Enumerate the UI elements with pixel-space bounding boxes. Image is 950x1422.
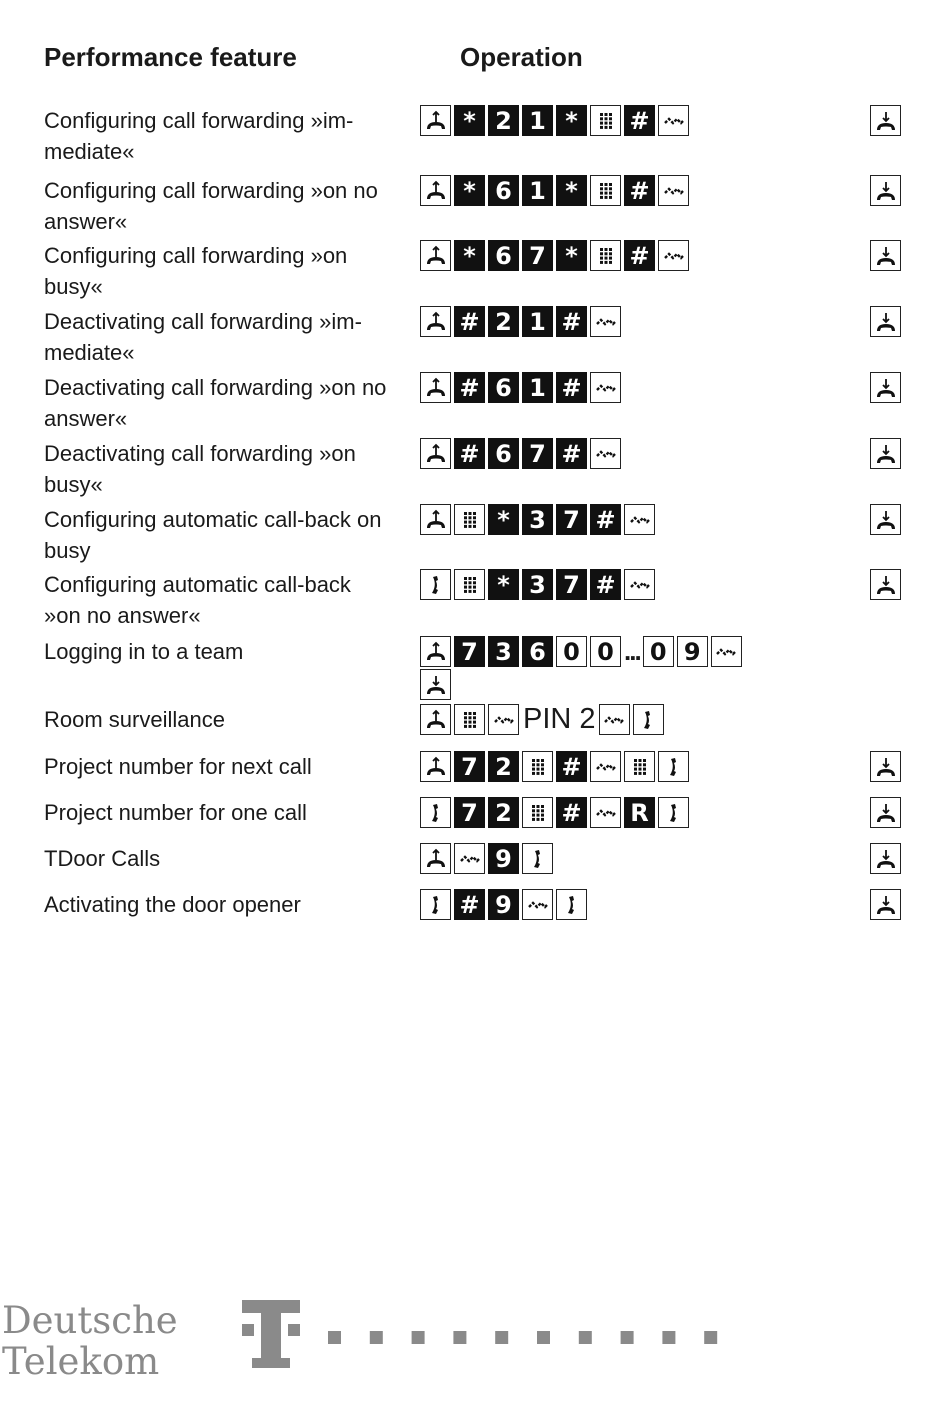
keypad-icon (454, 569, 485, 600)
feature-label: Project number for one call (44, 800, 307, 825)
pin-label: PIN 2 (523, 703, 596, 735)
dial-tone-icon (711, 636, 742, 667)
key-7: 7 (454, 636, 485, 667)
feature-label: Deactivating call forwarding »im- mediate« (44, 309, 362, 365)
key-sequence (420, 797, 780, 830)
feature-label: Configuring automatic call-back »on no answer« (44, 572, 351, 628)
dial-tone-icon (488, 704, 519, 735)
replace-handset-icon (870, 751, 901, 782)
key-2: 2 (488, 751, 519, 782)
replace-handset-icon (870, 372, 901, 403)
dial-tone-icon (522, 889, 553, 920)
feature-label: TDoor Calls (44, 846, 161, 871)
replace-handset-icon (870, 797, 901, 828)
t-logo-digit-left (242, 1324, 254, 1336)
keypad-icon (590, 105, 621, 136)
key-7: 7 (556, 569, 587, 600)
key-2: 2 (488, 797, 519, 828)
key-hash: # (624, 105, 655, 136)
replace-handset-icon (420, 669, 451, 700)
lift-handset-icon (420, 175, 451, 206)
key-7: 7 (556, 504, 587, 535)
key-hash: # (454, 306, 485, 337)
feature-label: Configuring call forwarding »on busy« (44, 243, 348, 299)
t-logo-digit (704, 1331, 717, 1344)
keypad-icon (522, 751, 553, 782)
t-logo-digit (453, 1331, 466, 1344)
key-7: 7 (454, 751, 485, 782)
lift-handset-icon (420, 751, 451, 782)
key-hash: # (624, 240, 655, 271)
lift-handset-icon (420, 704, 451, 735)
key-star: * (454, 105, 485, 136)
t-logo-foot (252, 1358, 290, 1368)
key-sequence (420, 636, 780, 702)
key-sequence (420, 175, 780, 208)
dial-tone-icon (590, 372, 621, 403)
brand-line-2: Telekom (2, 1340, 160, 1383)
brand-line-1: Deutsche (2, 1299, 178, 1342)
lift-handset-icon (420, 240, 451, 271)
keypad-icon (522, 797, 553, 828)
key-1: 1 (522, 306, 553, 337)
lift-handset-icon (420, 105, 451, 136)
key-outline-0: 0 (643, 636, 674, 667)
t-logo-digit (579, 1331, 592, 1344)
key-outline-0: 0 (556, 636, 587, 667)
lift-handset-icon (420, 372, 451, 403)
replace-handset-icon (870, 175, 901, 206)
handset-icon (658, 797, 689, 828)
keypad-icon (454, 504, 485, 535)
key-sequence (420, 372, 780, 405)
t-logo-digit (370, 1331, 383, 1344)
deutsche-telekom-wordmark (2, 1300, 178, 1382)
key-hash: # (556, 751, 587, 782)
handset-icon (420, 889, 451, 920)
key-hash: # (454, 372, 485, 403)
ellipsis: ... (624, 636, 640, 666)
feature-label: Logging in to a team (44, 639, 244, 664)
key-6: 6 (488, 175, 519, 206)
feature-label: Project number for next call (44, 754, 312, 779)
key-3: 3 (488, 636, 519, 667)
t-logo-stem (261, 1300, 281, 1368)
key-sequence (420, 438, 780, 471)
key-sequence (420, 751, 780, 784)
t-logo-digit (495, 1331, 508, 1344)
replace-handset-icon (870, 240, 901, 271)
column-header-operation: Operation (460, 42, 583, 72)
replace-handset-icon (870, 105, 901, 136)
keypad-icon (590, 175, 621, 206)
key-hash: # (454, 438, 485, 469)
key-star: * (488, 504, 519, 535)
feature-label: Activating the door opener (44, 892, 301, 917)
lift-handset-icon (420, 306, 451, 337)
key-sequence (420, 889, 780, 922)
key-1: 1 (522, 372, 553, 403)
key-sequence (420, 504, 780, 537)
key-6: 6 (488, 438, 519, 469)
key-hash: # (624, 175, 655, 206)
key-hash: # (556, 797, 587, 828)
t-logo-digit (412, 1331, 425, 1344)
key-sequence (420, 704, 780, 737)
key-9: 9 (488, 889, 519, 920)
key-hash: # (556, 438, 587, 469)
replace-handset-icon (870, 889, 901, 920)
dial-tone-icon (624, 569, 655, 600)
t-logo-digit-right (288, 1324, 300, 1336)
handset-icon (658, 751, 689, 782)
replace-handset-icon (870, 504, 901, 535)
feature-label: Configuring automatic call-back on busy (44, 507, 382, 563)
feature-label: Deactivating call forwarding »on no answer« (44, 375, 387, 431)
lift-handset-icon (420, 438, 451, 469)
dial-tone-icon (658, 175, 689, 206)
key-7: 7 (522, 438, 553, 469)
dial-tone-icon (590, 306, 621, 337)
t-logo-digit (328, 1331, 341, 1344)
key-1: 1 (522, 175, 553, 206)
handset-icon (420, 569, 451, 600)
key-6: 6 (522, 636, 553, 667)
t-logo-digit (621, 1331, 634, 1344)
key-hash: # (454, 889, 485, 920)
lift-handset-icon (420, 843, 451, 874)
dial-tone-icon (599, 704, 630, 735)
key-hash: # (556, 306, 587, 337)
dial-tone-icon (658, 105, 689, 136)
key-6: 6 (488, 240, 519, 271)
handset-icon (556, 889, 587, 920)
key-hash: # (556, 372, 587, 403)
lift-handset-icon (420, 636, 451, 667)
key-star: * (556, 240, 587, 271)
key-9: 9 (488, 843, 519, 874)
t-logo-digit (662, 1331, 675, 1344)
key-3: 3 (522, 504, 553, 535)
keypad-icon (624, 751, 655, 782)
handset-icon (633, 704, 664, 735)
key-star: * (454, 240, 485, 271)
key-hash: # (590, 504, 621, 535)
feature-label: Configuring call forwarding »on no answer« (44, 178, 378, 234)
key-outline-9: 9 (677, 636, 708, 667)
feature-label: Configuring call forwarding »im- mediate« (44, 108, 354, 164)
key-sequence (420, 569, 780, 602)
key-star: * (556, 105, 587, 136)
key-hash: # (590, 569, 621, 600)
replace-handset-icon (870, 306, 901, 337)
key-1: 1 (522, 105, 553, 136)
key-6: 6 (488, 372, 519, 403)
lift-handset-icon (420, 504, 451, 535)
key-sequence (420, 843, 780, 876)
key-2: 2 (488, 306, 519, 337)
key-outline-0: 0 (590, 636, 621, 667)
dial-tone-icon (590, 751, 621, 782)
feature-label: Room surveillance (44, 707, 225, 732)
key-7: 7 (454, 797, 485, 828)
dial-tone-icon (658, 240, 689, 271)
replace-handset-icon (870, 843, 901, 874)
telekom-t-logo (240, 1298, 730, 1370)
handset-icon (522, 843, 553, 874)
key-star: * (454, 175, 485, 206)
replace-handset-icon (870, 569, 901, 600)
key-7: 7 (522, 240, 553, 271)
key-sequence (420, 306, 780, 339)
key-2: 2 (488, 105, 519, 136)
dial-tone-icon (624, 504, 655, 535)
dial-tone-icon (590, 438, 621, 469)
key-star: * (488, 569, 519, 600)
key-sequence (420, 105, 780, 138)
keypad-icon (454, 704, 485, 735)
key-star: * (556, 175, 587, 206)
t-logo-digit (537, 1331, 550, 1344)
feature-label: Deactivating call forwarding »on busy« (44, 441, 356, 497)
replace-handset-icon (870, 438, 901, 469)
key-sequence (420, 240, 780, 273)
t-logo-digit-row (328, 1331, 717, 1344)
dial-tone-icon (454, 843, 485, 874)
key-r: R (624, 797, 655, 828)
dial-tone-icon (590, 797, 621, 828)
handset-icon (420, 797, 451, 828)
key-3: 3 (522, 569, 553, 600)
column-header-feature: Performance feature (44, 42, 297, 72)
keypad-icon (590, 240, 621, 271)
